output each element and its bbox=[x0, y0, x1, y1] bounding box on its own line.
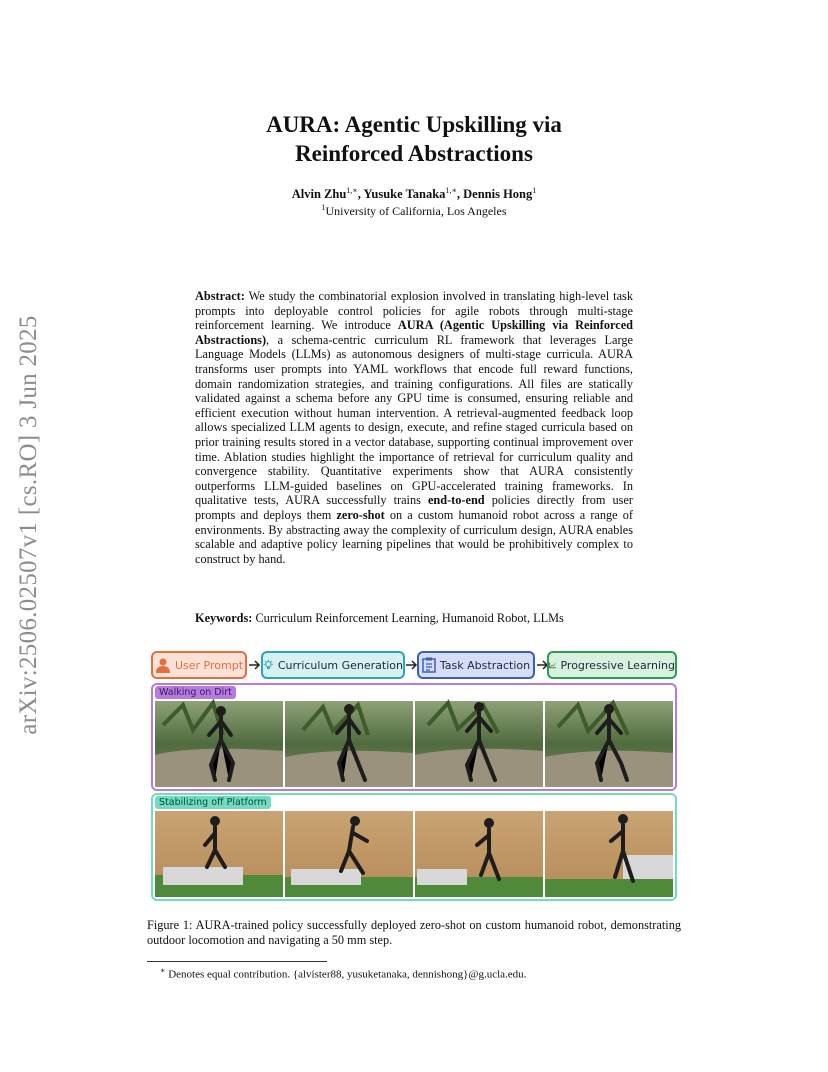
abstract-label: Abstract: bbox=[195, 289, 245, 303]
abstract-text: on a custom humanoid robot across a range of environments. By abstracting away the complexity of curriculum design, AURA enables scalable and adaptive policy learning pipelines that would be prohibitively complex to construct by hand. bbox=[195, 507, 633, 566]
footnote bbox=[160, 966, 526, 981]
stage-progressive-learning bbox=[547, 651, 677, 679]
photo-frame bbox=[155, 811, 283, 897]
author-list: Alvin Zhu$^{1,∗}$, Yusuke Tanaka$^{1,∗}$, Dennis Hong$^1$ bbox=[291, 186, 537, 202]
stage-label: User Prompt bbox=[174, 658, 244, 672]
stage-label: Progressive Learning bbox=[560, 658, 675, 672]
stage-label: Task Abstraction bbox=[439, 658, 531, 672]
keywords-label: Keywords: bbox=[195, 611, 253, 625]
author-name: Dennis Hong bbox=[463, 187, 533, 202]
paper-title bbox=[200, 110, 628, 168]
footnote-rule bbox=[147, 961, 327, 962]
abstract-text: , a schema-centric curriculum RL framework that leverages Large Language Models (LLMs) as autonomous designers of multi-stage curricula. AURA transforms user prompts into YAML workflows that encode full reward functions, domain randomization strategies, and training configurations. All files are statically validated against a schema before any GPU time is consumed, ensuring reliable and efficient execution without human intervention. A retrieval-augmented feedback loop allows specialized LLM agents to design, execute, and refine staged curricula based on prior training results stored in a vector database, supporting continual improvement over time. Ablation studies highlight the importance of retrieval for curriculum quality and convergence stability. Quantitative experiments show that AURA consistently outperforms LLM-guided baselines on GPU-accelerated training frameworks. In qualitative tests, AURA successfully trains bbox=[195, 332, 633, 508]
stage-user-prompt bbox=[151, 651, 247, 679]
figure-panel-walking bbox=[151, 683, 677, 791]
clipboard-icon bbox=[422, 657, 436, 673]
person-icon bbox=[155, 657, 171, 673]
photo-frame bbox=[285, 701, 413, 787]
abstract-bold: zero-shot bbox=[336, 507, 385, 522]
author-affil-mark: 1,∗ bbox=[346, 186, 358, 195]
keywords bbox=[195, 611, 633, 626]
abstract-text: We study the combinatorial explosion involved in translating high-level task prompts into deployable control policies for agile robots through multi-stage reinforcement learning. We introduce bbox=[195, 289, 633, 333]
stage-curriculum-generation bbox=[261, 651, 405, 679]
abstract-bold: end-to-end bbox=[427, 493, 485, 508]
photo-frame bbox=[415, 811, 543, 897]
footnote-text: Denotes equal contribution. {alvister88, yusuketanaka, dennishong}@g.ucla.edu. bbox=[165, 968, 527, 981]
abstract-text: policies directly from user prompts and deploys them bbox=[195, 493, 633, 522]
pipeline-diagram bbox=[151, 651, 677, 681]
figure-caption: Figure 1: AURA-trained policy successfully deployed zero-shot on custom humanoid robot, demonstrating outdoor locomotion and navigating a 50 mm step. bbox=[147, 918, 681, 947]
title-line-1: AURA: Agentic Upskilling via bbox=[266, 112, 562, 137]
affiliation bbox=[200, 203, 628, 219]
walking-photo-strip bbox=[153, 685, 675, 789]
stage-task-abstraction bbox=[417, 651, 535, 679]
author-name: Yusuke Tanaka bbox=[363, 187, 446, 202]
photo-frame bbox=[285, 811, 413, 897]
abstract bbox=[195, 289, 633, 566]
panel-label: Stabilizing off Platform bbox=[155, 796, 271, 809]
keywords-text: Curriculum Reinforcement Learning, Humanoid Robot, LLMs bbox=[252, 611, 564, 625]
photo-frame bbox=[545, 811, 673, 897]
stage-label: Curriculum Generation bbox=[277, 658, 403, 672]
lightbulb-gear-icon bbox=[263, 657, 274, 673]
arxiv-stamp: arXiv:2506.02507v1 [cs.RO] 3 Jun 2025 bbox=[15, 315, 42, 735]
affiliation-mark: 1 bbox=[321, 203, 326, 212]
title-line-2: Reinforced Abstractions bbox=[295, 141, 533, 166]
photo-frame bbox=[415, 701, 543, 787]
stabilizing-photo-strip bbox=[153, 795, 675, 899]
author-name: Alvin Zhu bbox=[291, 187, 347, 202]
arrow-right-icon bbox=[249, 660, 261, 670]
author-affil-mark: 1 bbox=[532, 186, 537, 195]
figure-panel-stabilizing bbox=[151, 793, 677, 901]
photo-frame bbox=[155, 701, 283, 787]
abstract-bold: AURA (Agentic Upskilling via Reinforced Abstractions) bbox=[195, 318, 633, 347]
photo-frame bbox=[545, 701, 673, 787]
affiliation-text: University of California, Los Angeles bbox=[325, 204, 507, 218]
panel-label: Walking on Dirt bbox=[155, 686, 236, 699]
footnote-mark: ∗ bbox=[160, 966, 166, 975]
chart-up-icon bbox=[549, 658, 556, 672]
author-affil-mark: 1,∗ bbox=[445, 186, 457, 195]
